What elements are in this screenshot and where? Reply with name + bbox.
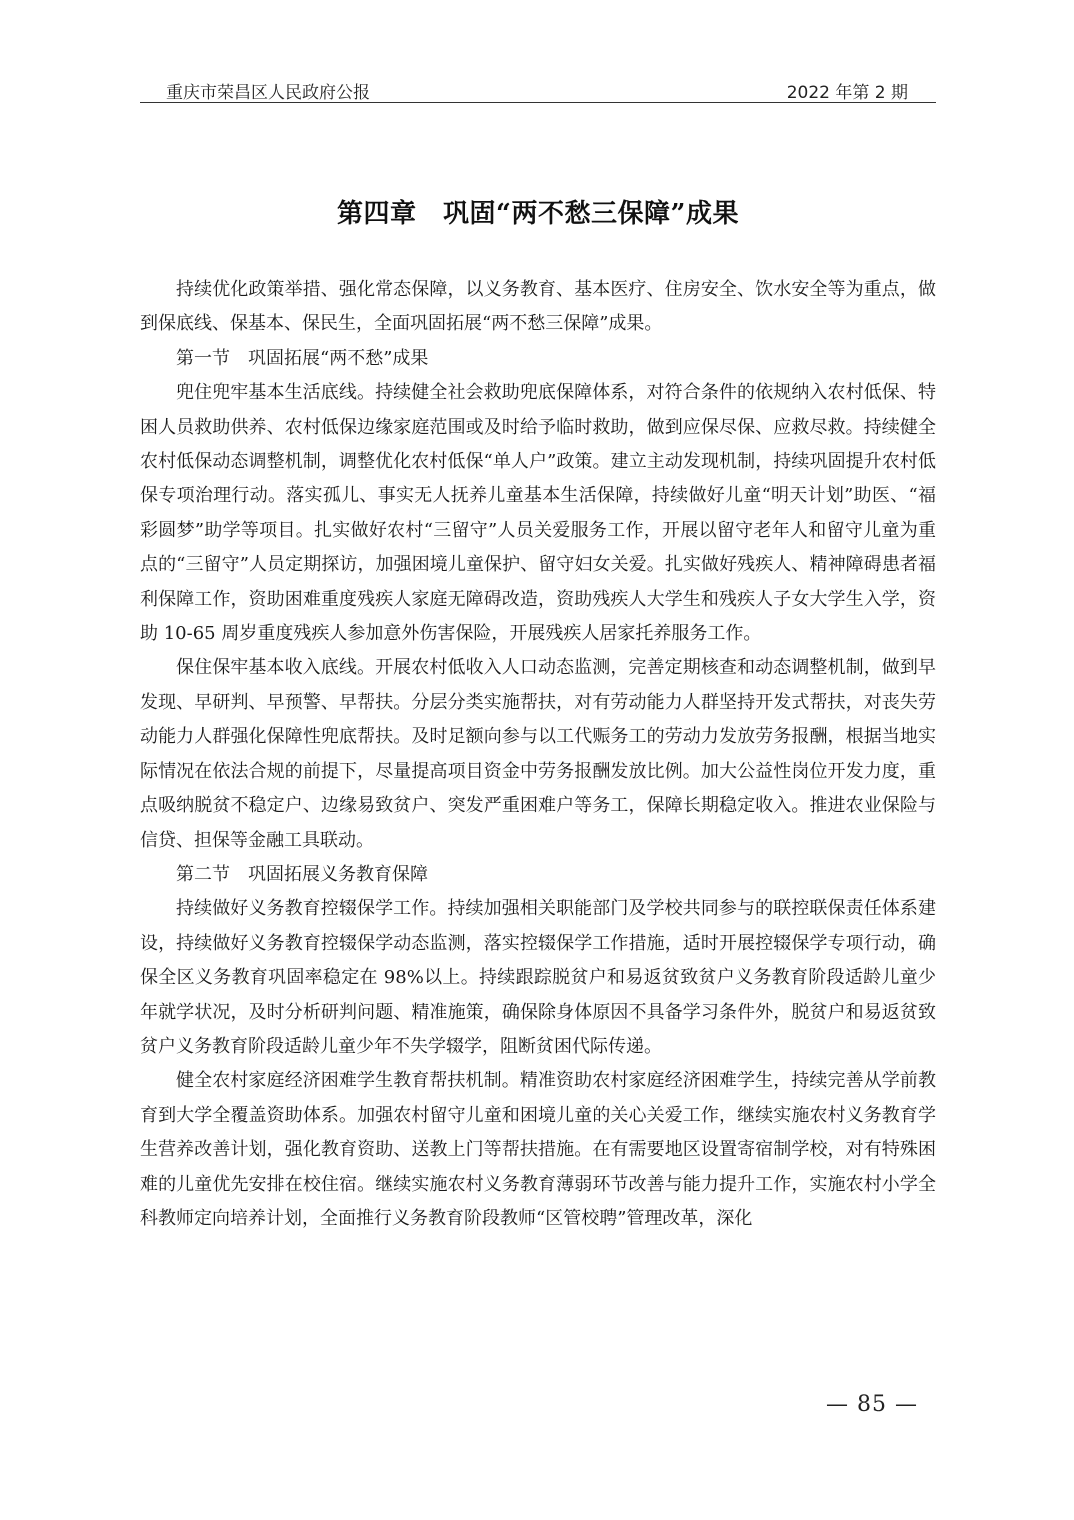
paragraph: 保住保牢基本收入底线。开展农村低收入人口动态监测，完善定期核查和动态调整机制，做到早发现、早研判、早预警、早帮扶。分层分类实施帮扶，对有劳动能力人群坚持开发式帮扶，对丧失劳动能力人群强化保障性兜底帮扶。及时足额向参与以工代赈务工的劳动力发放劳务报酬，根据当地实际情况在依法合规的前提下，尽量提高项目资金中劳务报酬发放比例。加大公益性岗位开发力度，重点吸纳脱贫不稳定户、边缘易致贫户、突发严重困难户等务工，保障长期稳定收入。推进农业保险与信贷、担保等金融工具联动。	[140, 657, 936, 851]
paragraph: 持续做好义务教育控辍保学工作。持续加强相关职能部门及学校共同参与的联控联保责任体系建设，持续做好义务教育控辍保学动态监测，落实控辍保学工作措施，适时开展控辍保学专项行动，确保全区义务教育巩固率稳定在 98%以上。持续跟踪脱贫户和易返贫致贫户义务教育阶段适龄儿童少年就学状况，及时分析研判问题、精准施策，确保除身体原因不具备学习条件外，脱贫户和易返贫致贫户义务教育阶段适龄儿童少年不失学辍学，阻断贫困代际传递。	[140, 898, 936, 1057]
publication-name: 重庆市荣昌区人民政府公报	[166, 83, 370, 103]
page-number: — 85 —	[826, 1392, 918, 1417]
chapter-title: 第四章 巩固“两不愁三保障”成果	[337, 199, 739, 229]
paragraph: 兜住兜牢基本生活底线。持续健全社会救助兜底保障体系，对符合条件的依规纳入农村低保、特困人员救助供养、农村低保边缘家庭范围或及时给予临时救助，做到应保尽保、应救尽救。持续健全农村低保动态调整机制，调整优化农村低保“单人户”政策。建立主动发现机制，持续巩固提升农村低保专项治理行动。落实孤儿、事实无人抚养儿童基本生活保障，持续做好儿童“明天计划”助医、“福彩圆梦”助学等项目。扎实做好农村“三留守”人员关爱服务工作，开展以留守老年人和留守儿童为重点的“三留守”人员定期探访，加强困境儿童保护、留守妇女关爱。扎实做好残疾人、精神障碍患者福利保障工作，资助困难重度残疾人家庭无障碍改造，资助残疾人大学生和残疾人子女大学生入学，资助 10-65 周岁重度残疾人参加意外伤害保险，开展残疾人居家托养服务工作。	[140, 382, 936, 645]
paragraph: 持续优化政策举措、强化常态保障，以义务教育、基本医疗、住房安全、饮水安全等为重点，做到保底线、保基本、保民生，全面巩固拓展“两不愁三保障”成果。	[140, 279, 936, 335]
running-header	[140, 76, 936, 103]
paragraph: 健全农村家庭经济困难学生教育帮扶机制。精准资助农村家庭经济困难学生，持续完善从学前教育到大学全覆盖资助体系。加强农村留守儿童和困境儿童的关心关爱工作，继续实施农村义务教育学生营养改善计划，强化教育资助、送教上门等帮扶措施。在有需要地区设置寄宿制学校，对有特殊困难的儿童优先安排在校住宿。继续实施农村义务教育薄弱环节改善与能力提升工作，实施农村小学全科教师定向培养计划，全面推行义务教育阶段教师“区管校聘”管理改革，深化	[140, 1070, 936, 1229]
body-text	[140, 273, 936, 1236]
section-heading: 第二节 巩固拓展义务教育保障	[176, 863, 428, 885]
section-heading: 第一节 巩固拓展“两不愁”成果	[176, 347, 429, 369]
issue-number: 2022 年第 2 期	[786, 83, 908, 103]
